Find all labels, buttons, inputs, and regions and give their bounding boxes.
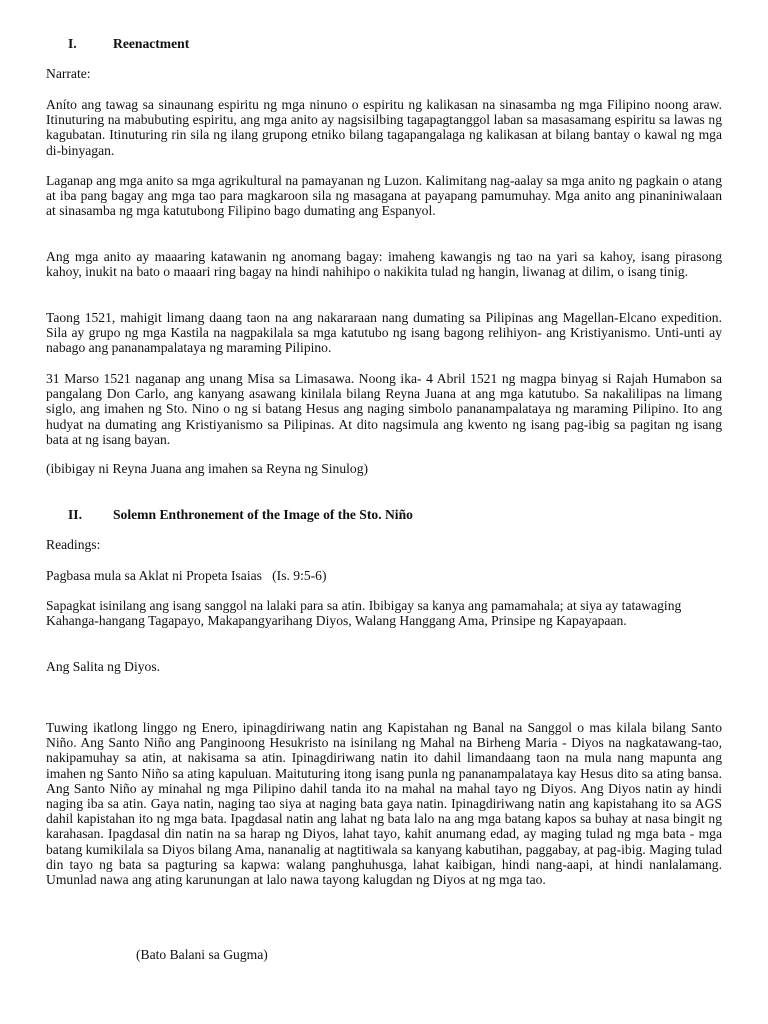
section-number: I.	[68, 36, 77, 51]
paragraph-magellan-expedition: Taong 1521, mahigit limang daang taon na ang nakararaan nang dumating sa Pilipinas ang Magellan-Elcano expedition. Sila ay grupo ng mga Kastila na nagpakilala sa mga katutubo ng isang bagong relihiyon- ang Kristiyanismo. Unti-unti ay nabago ang pananampalataya ng maraming Pilipino.	[46, 310, 722, 356]
paragraph-anito-definition: Aníto ang tawag sa sinaunang espiritu ng mga ninuno o espiritu ng kalikasan na sinasamba ng mga Filipino noong araw. Itinuturing na mabubuting espiritu, ang mga anito ay nagsisilbing tagapagtanggol laban sa masasamang espiritu sa lawas ng kagubatan. Itinuturing rin sila ng ilang grupong etniko bilang tagapangalaga ng kalikasan at bilang bantay o kawal ng mga di-binyagan.	[46, 97, 722, 158]
section-title: Reenactment	[113, 36, 190, 51]
section-title: Solemn Enthronement of the Image of the Sto. Niño	[113, 507, 413, 522]
section-heading-reenactment	[68, 36, 189, 52]
readings-label: Readings:	[46, 537, 101, 552]
paragraph-first-mass: 31 Marso 1521 naganap ang unang Misa sa Limasawa. Noong ika- 4 Abril 1521 ng magpa binyag si Rajah Humabon sa pangalang Don Carlo, ang kanyang asawang kinilala bilang Reyna Juana at ang mga katutubo. Sa nakalilipas na limang siglo, ang imahen ng Sto. Nino o ng si batang Hesus ang naging simbolo pananampalataya ng maraming Pilipino. Ito ang hudyat na dumating ang Kristiyanismo sa Pilipinas. At dito nagsimula ang kwento ng isang pag-ibig sa pagitan ng isang bata at ng isang bayan.	[46, 371, 722, 447]
paragraph-anito-luzon: Laganap ang mga anito sa mga agrikultural na pamayanan ng Luzon. Kalimitang nag-aalay sa mga anito ng pagkain o atang at iba pang bagay ang mga tao para magkaroon sila ng masagana at payapang pamumuhay. Mga anito ang pinaniniwalaan at sinasamba ng mga katutubong Filipino bago dumating ang Espanyol.	[46, 173, 722, 219]
narrate-label: Narrate:	[46, 66, 91, 81]
section-number: II.	[68, 507, 82, 522]
word-of-god: Ang Salita ng Diyos.	[46, 659, 161, 674]
section-heading-enthronement	[68, 507, 413, 523]
reading-source: Pagbasa mula sa Aklat ni Propeta Isaias (Is. 9:5-6)	[46, 568, 327, 583]
closing-song: (Bato Balani sa Gugma)	[136, 947, 268, 962]
reading-text: Sapagkat isinilang ang isang sanggol na lalaki para sa atin. Ibibigay sa kanya ang pamamahala; at siya ay tatawaging Kahanga-hangang Tagapayo, Makapangyarihang Diyos, Walang Hanggang Ama, Prinsipe ng Kapayapaan.	[46, 598, 682, 629]
stage-note: (ibibigay ni Reyna Juana ang imahen sa Reyna ng Sinulog)	[46, 461, 369, 476]
paragraph-anito-forms: Ang mga anito ay maaaring katawanin ng anomang bagay: imaheng kawangis ng tao na yari sa kahoy, isang pirasong kahoy, inukit na bato o maaari ring bagay na hindi nahihipo o nakikita tulad ng hangin, liwanag at dilim, o isang tinig.	[46, 249, 722, 280]
reflection-paragraph: Tuwing ikatlong linggo ng Enero, ipinagdiriwang natin ang Kapistahan ng Banal na Sanggol o mas kilala bilang Santo Niño. Ang Santo Niño ang Panginoong Hesukristo na isinilang ng Mahal na Birheng Maria - Diyos na nagkatawang-tao, nakipamuhay sa atin, at nakisama sa atin. Ipinagdiriwang natin ito dahil limandaang taon na mula nang mapunta ang imahen ng Santo Niño sa ating kapuluan. Maituturing itong isang punla ng pananampalataya kay Hesus dito sa ating bansa. Ang Santo Niño ay minahal ng mga Pilipino dahil tanda ito na mahal na mahal tayo ng Diyos. Ang Diyos natin ay hindi naging iba sa atin. Gaya natin, naging tao siya at naging bata gaya natin. Ipinagdiriwang natin ang kapistahang ito sa AGS dahil kapistahan ito ng mga bata. Ipagdasal natin ang lahat ng bata lalo na ang mga batang kapos sa buhay at nasa bingit ng karahasan. Ipagdasal din natin na sa harap ng Diyos, lahat tayo, kahit anumang edad, ay maging tulad ng mga bata - mga batang kumikilala sa Diyos bilang Ama, nananalig at nagtitiwala sa kanyang kabutihan, paggabay, at pag-ibig. Maging tulad din tayo ng bata sa pagturing sa kapwa: walang panghuhusga, lahat kaibigan, hindi nang-aapi, at hindi nanlalamang. Umunlad nawa ang ating karunungan at lalo nawa tayong kalugdan ng Diyos at ng mga tao.	[46, 720, 722, 888]
